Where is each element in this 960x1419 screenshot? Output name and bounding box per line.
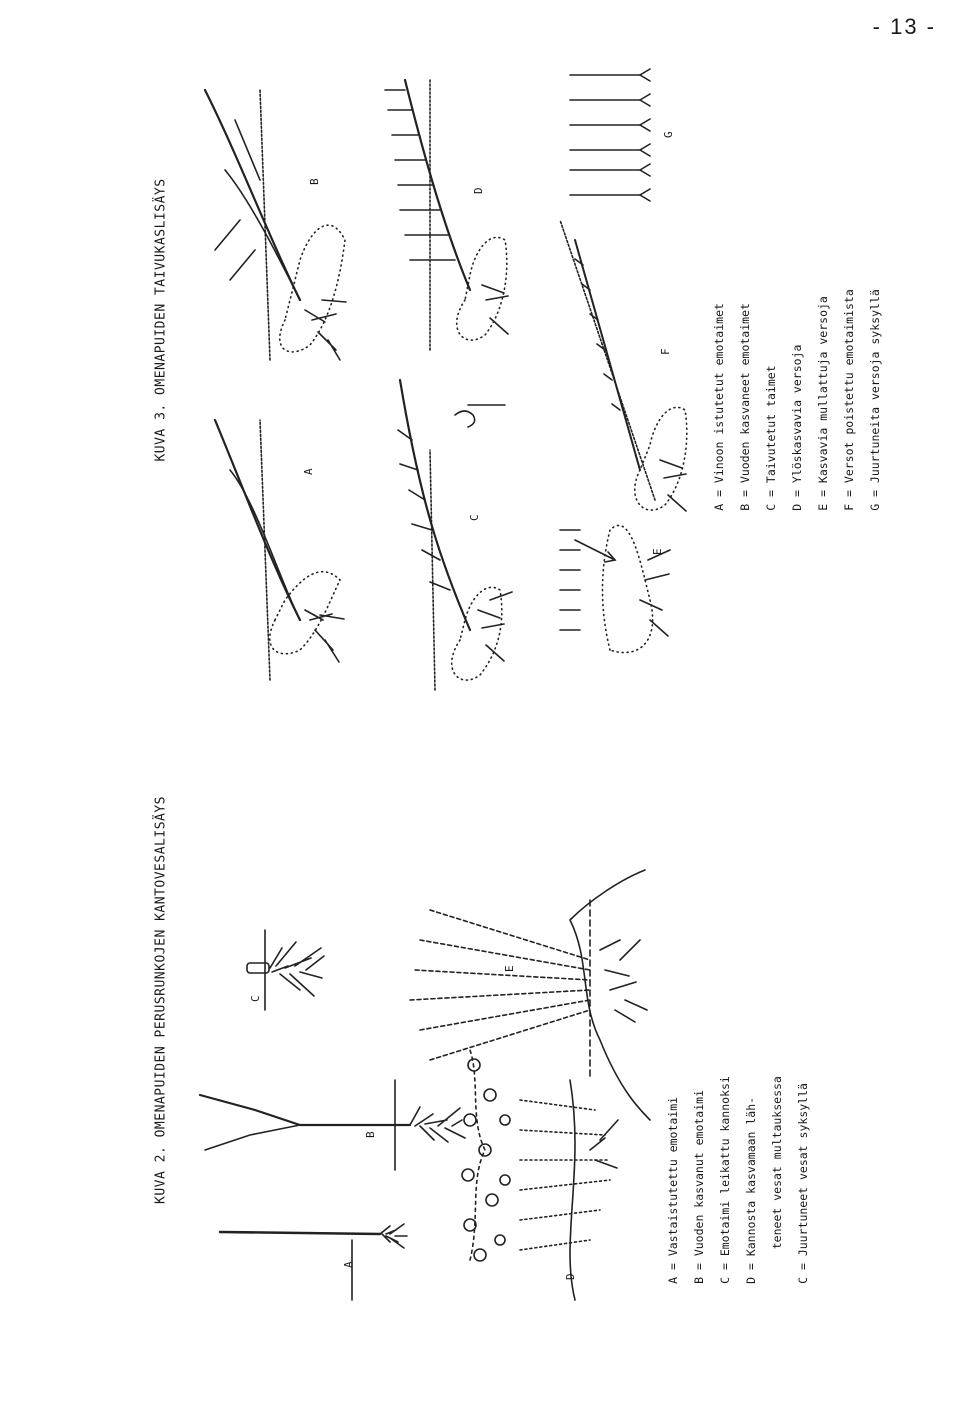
kuva3-legend-item: A = Vinoon istutetut emotaimet bbox=[712, 303, 726, 511]
kuva2-legend-item: B = Vuoden kasvanut emotaimi bbox=[692, 1089, 706, 1284]
kuva3-legend-item: D = Ylöskasvavia versoja bbox=[790, 344, 804, 511]
kuva2-legend-item: D = Kannosta kasvamaan läh- bbox=[744, 1096, 758, 1284]
kuva3-label-c: C bbox=[468, 514, 481, 521]
kuva3-label-f: F bbox=[659, 348, 672, 355]
kuva3-legend-item: C = Taivutetut taimet bbox=[764, 365, 778, 511]
kuva3-legend-item: B = Vuoden kasvaneet emotaimet bbox=[738, 303, 752, 511]
kuva3-legend-item: E = Kasvavia mullattuja versoja bbox=[816, 296, 830, 511]
kuva3-figure-a bbox=[215, 420, 344, 680]
kuva2-legend-item: teneet vesat multauksessa bbox=[770, 1076, 784, 1284]
kuva3-label-b: B bbox=[308, 178, 321, 185]
kuva3-label-g: G bbox=[662, 131, 675, 138]
kuva2-label-a: A bbox=[342, 1261, 355, 1268]
kuva3-figure-g bbox=[570, 69, 650, 201]
kuva2-figure-d bbox=[462, 1050, 618, 1300]
kuva2-figure-a bbox=[220, 1224, 407, 1300]
kuva3-figure-b bbox=[205, 90, 346, 360]
kuva3-figure-d bbox=[385, 80, 508, 350]
kuva2-label-e: E bbox=[503, 965, 516, 972]
kuva2-label-d: D bbox=[564, 1273, 577, 1280]
kuva3-legend-item: F = Versot poistettu emotaimista bbox=[842, 289, 856, 511]
kuva2-figure-e bbox=[410, 870, 650, 1120]
kuva2-legend-item: C = Juurtuneet vesat syksyllä bbox=[796, 1083, 810, 1284]
kuva2-title: KUVA 2. OMENAPUIDEN PERUSRUNKOJEN KANTOVESALISÄYS bbox=[153, 795, 169, 1205]
kuva2-label-b: B bbox=[364, 1131, 377, 1138]
kuva3-figure-f bbox=[560, 220, 687, 511]
kuva3-label-a: A bbox=[302, 468, 315, 475]
kuva2-label-c: C bbox=[249, 995, 262, 1002]
kuva3-figure-e bbox=[560, 525, 670, 652]
kuva3-label-e: E bbox=[651, 548, 664, 555]
kuva3-figure-c bbox=[398, 380, 512, 690]
kuva3-label-d: D bbox=[472, 187, 485, 194]
page-number: - 13 - bbox=[872, 14, 936, 39]
kuva3-title: KUVA 3. OMENAPUIDEN TAIVUKASLISÄYS bbox=[153, 178, 169, 462]
kuva2-figure-b bbox=[200, 1080, 465, 1170]
kuva3-legend-item: G = Juurtuneita versoja syksyllä bbox=[868, 289, 882, 511]
kuva2-legend-item: A = Vastaistutettu emotaimi bbox=[666, 1096, 680, 1284]
kuva2-legend-item: C = Emotaimi leikattu kannoksi bbox=[718, 1076, 732, 1284]
